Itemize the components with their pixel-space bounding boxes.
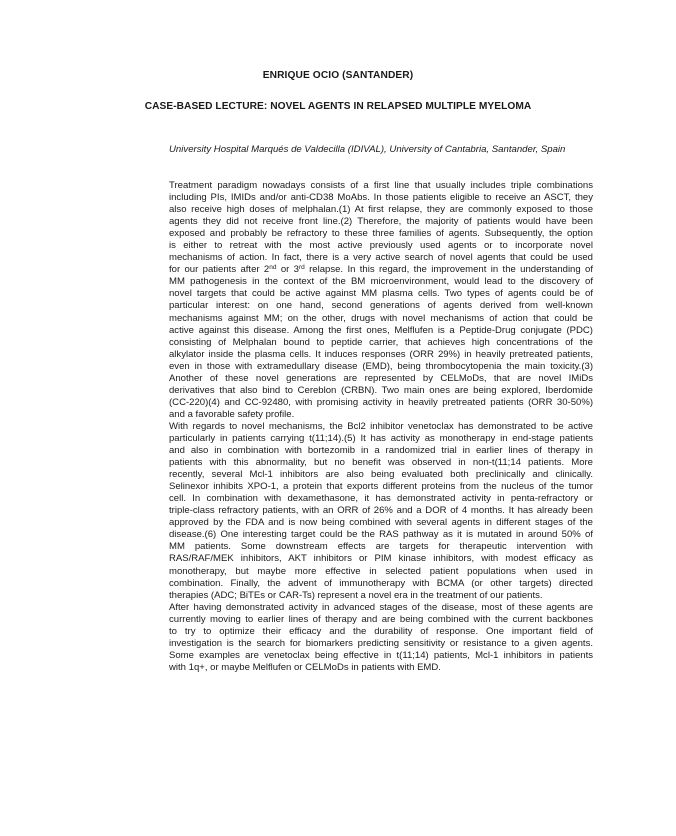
paragraph: [169, 602, 593, 674]
paragraph-line: alkylator inside the plasma cells. It induces responses (ORR 29%) in heavily pretreated patients,: [169, 348, 593, 360]
paragraph-line: (CC-220)(4) and CC-92480, with promising activity in heavily pretreated patients (ORR 30-50%): [169, 396, 593, 408]
paragraph-line: After having demonstrated activity in advanced stages of the disease, most of these agents are: [169, 601, 593, 613]
paragraph-line: monotherapy, but maybe more effective in selected patient populations when used in: [169, 565, 593, 577]
lecture-title: CASE-BASED LECTURE: NOVEL AGENTS IN RELAPSED MULTIPLE MYELOMA: [144, 101, 532, 112]
paragraph-line: combination. Finally, the advent of immunotherapy with BCMA (or other targets) directed: [169, 577, 593, 589]
paragraph-line: disease.(6) One interesting target could be the RAS pathway as it is mutated in around 50% of: [169, 529, 593, 541]
ordinal-suffix: nd: [269, 264, 277, 272]
paragraph-line: Selinexor inhibits XPO-1, a protein that exports different proteins from the nucleus of the tumor: [169, 481, 593, 493]
paragraph-line: [169, 264, 593, 276]
paragraph-line: to try to optimize their efficacy and the durability of response. One important field of: [169, 625, 593, 637]
paragraph-line: active against this disease. Among the first ones, Melflufen is a Peptide-Drug conjugate (PDC): [169, 324, 593, 336]
paragraph-line: and a favorable safety profile.: [169, 408, 295, 420]
paragraph-line: exposed and probably be refractory to these three families of agents. Subsequently, the option: [169, 228, 593, 240]
ordinal-suffix: rd: [298, 264, 305, 272]
paragraph-line: also receive high doses of melphalan.(1) At first relapse, they are commonly exposed to those: [169, 204, 593, 216]
paragraph-line: derivatives that also bind to Cereblon (CRBN). Two main ones are being explored, Iberdomide: [169, 384, 593, 396]
paragraph-line: patients with this abnormality, but no benefit was observed in non-t(11;14 patients. More: [169, 457, 593, 469]
paragraph-line: With regards to novel mechanisms, the Bcl2 inhibitor venetoclax has demonstrated to be active: [169, 420, 593, 432]
paragraph-line: investigation is the search for biomarkers predicting sensitivity or resistance to a given agents.: [169, 637, 593, 649]
paragraph-line: and also in combination with bortezomib in a randomized trial in earlier lines of therapy in: [169, 445, 593, 457]
paragraph-line: mechanisms of action. In fact, there is a very active search of novel agents that could be used: [169, 252, 593, 264]
paragraph-line: agents they did not receive front line.(2) Therefore, the majority of patients would have been: [169, 216, 593, 228]
paragraph-line: novel targets that could be active against MM plasma cells. Two types of agents could be of: [169, 288, 593, 300]
line-fragment: or 3: [276, 264, 299, 276]
paragraph-line: including PIs, IMIDs and/or anti-CD38 MoAbs. In those patients eligible to receive an ASCT, they: [169, 192, 593, 204]
paragraph-line: even in those with extramedullary disease (EMD), being thrombocytopenia the main toxicity.(3): [169, 360, 593, 372]
paragraph-line: Some examples are venetoclax being effective in t(11;14) patients, Mcl-1 inhibitors in patients: [169, 649, 593, 661]
paragraph-line: triple-class refractory patients, with an ORR of 26% and a DOR of 4 months. It has already been: [169, 505, 593, 517]
line-fragment: relapse. In this regard, the improvement in the understanding of: [304, 264, 593, 276]
author-heading: ENRIQUE OCIO (SANTANDER): [262, 70, 414, 81]
affiliation: University Hospital Marqués de Valdecilla (IDIVAL), University of Cantabria, Santander, Spain: [169, 144, 566, 155]
paragraph: [169, 180, 593, 421]
paragraph-line: approved by the FDA and is now being combined with several agents in different stages of the: [169, 517, 593, 529]
paragraph-line: is either to retreat with the most active previously used agents or to incorporate novel: [169, 240, 593, 252]
abstract-body: [169, 180, 593, 674]
line-fragment: for our patients after 2: [169, 264, 270, 276]
paragraph-line: therapies (ADC; BiTEs or CAR-Ts) represent a novel era in the treatment of our patients.: [169, 589, 543, 601]
paragraph-line: with 1q+, or maybe Melflufen or CELMoDs in patients with EMD.: [169, 661, 441, 673]
paragraph-line: Another of these novel generations are represented by CELMoDs, that are novel IMiDs: [169, 372, 593, 384]
paragraph-line: consisting of Melphalan bound to peptide carrier, that achieves high concentrations of the: [169, 336, 593, 348]
paragraph-line: particularly in patients carrying t(11;14).(5) It has activity as monotherapy in end-stage patients: [169, 432, 593, 444]
paragraph-line: mechanisms against MM; on the other, drugs with novel mechanisms of action that could be: [169, 312, 593, 324]
paragraph-line: particular interest: on one hand, second generations of agents derived from well-known: [169, 300, 593, 312]
paragraph-line: cell. In combination with dexamethasone, it has demonstrated activity in penta-refractory or: [169, 493, 593, 505]
paragraph-line: MM patients. Some downstream effects are targets for therapeutic intervention with: [169, 541, 593, 553]
paragraph-line: currently moving to earlier lines of therapy and are being combined with the current backbones: [169, 613, 593, 625]
paragraph-line: RAS/RAF/MEK inhibitors, AKT inhibitors or PIM kinase inhibitors, with modest efficacy as: [169, 553, 593, 565]
paragraph: [169, 421, 593, 602]
paragraph-line: recently, several Mcl-1 inhibitors are also being evaluated both preclinically and clinically.: [169, 469, 593, 481]
paragraph-line: Treatment paradigm nowadays consists of a first line that usually includes triple combinations: [169, 180, 593, 191]
paragraph-line: MM pathogenesis in the context of the BM microenvironment, would lead to the discovery of: [169, 276, 593, 288]
